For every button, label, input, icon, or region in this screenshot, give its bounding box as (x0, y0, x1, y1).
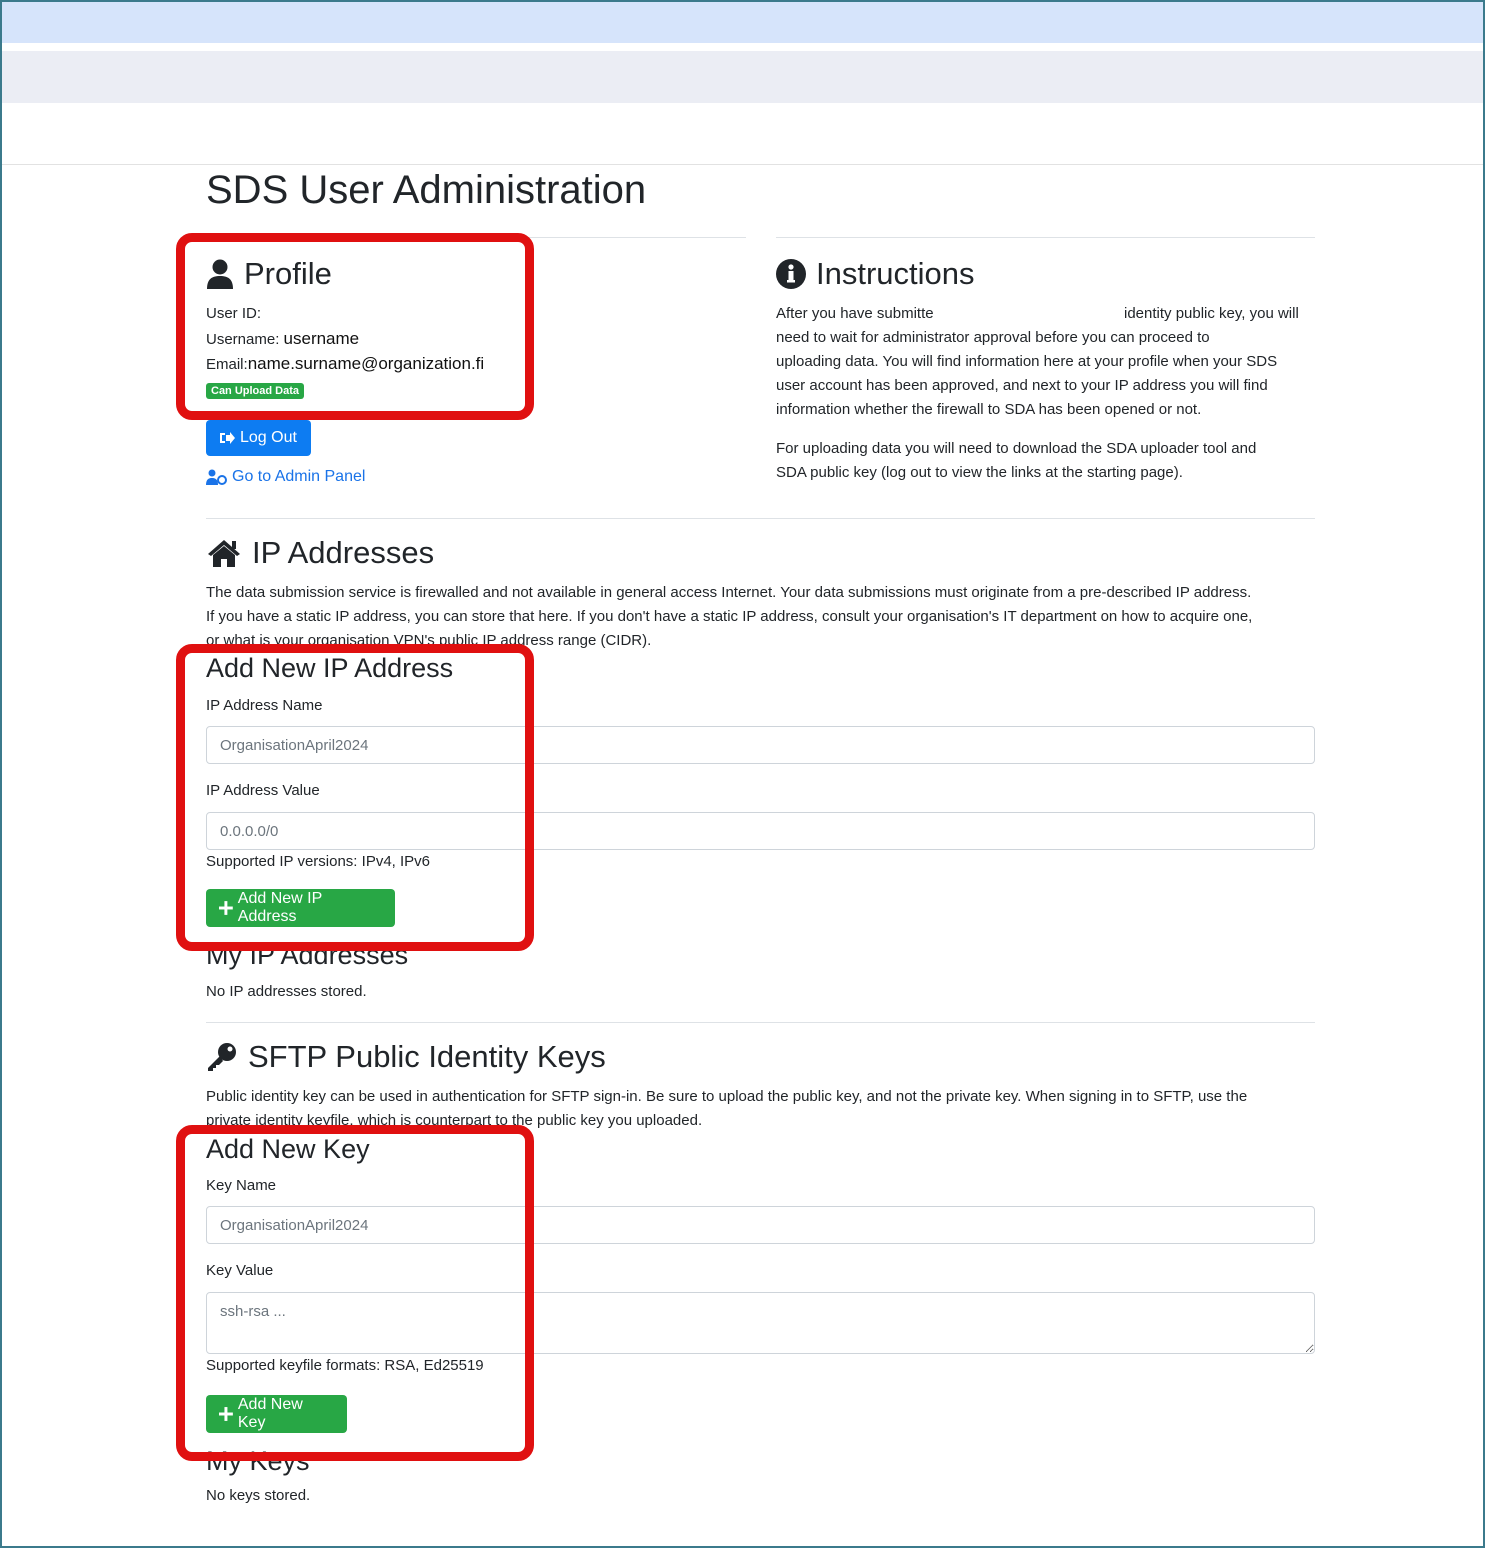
ip-value-label: IP Address Value (206, 782, 320, 799)
ip-heading (206, 535, 434, 571)
ip-value-input[interactable] (206, 812, 1315, 850)
ip-divider (206, 518, 1315, 519)
add-key-button[interactable] (206, 1395, 347, 1433)
email-value: name.surname@organization.fi (247, 354, 485, 373)
username-row (206, 327, 359, 352)
ip-desc-line-1: The data submission service is firewalled and not available in general access Internet. Your data submissions must originate from a pre-described IP address. (206, 584, 1252, 601)
instructions-divider (776, 237, 1315, 238)
user-id-label: User ID: (206, 305, 262, 322)
keys-heading (206, 1039, 606, 1075)
instructions-p2-line-1: For uploading data you will need to download the SDA uploader tool and (776, 440, 1257, 457)
key-value-textarea[interactable] (206, 1292, 1315, 1354)
my-keys-heading: My Keys (206, 1446, 310, 1476)
add-ip-button[interactable] (206, 889, 395, 927)
ip-desc-line-3: or what is your organisation VPN's public IP address range (CIDR). (206, 632, 652, 649)
username-value: username (283, 329, 360, 348)
keys-divider (206, 1022, 1315, 1023)
admin-panel-link-label: Go to Admin Panel (232, 468, 366, 485)
logout-label: Log Out (240, 429, 297, 446)
keys-empty-state: No keys stored. (206, 1487, 311, 1504)
add-key-heading: Add New Key (206, 1134, 370, 1164)
ip-heading-label: IP Addresses (252, 535, 435, 570)
ip-versions-help: Supported IP versions: IPv4, IPv6 (206, 853, 431, 870)
info-circle-icon (776, 259, 806, 289)
keys-heading-label: SFTP Public Identity Keys (248, 1039, 606, 1074)
instructions-line-2: need to wait for administrator approval before you can proceed to (776, 329, 1210, 346)
key-formats-help: Supported keyfile formats: RSA, Ed25519 (206, 1357, 484, 1374)
profile-heading-label: Profile (244, 256, 332, 291)
header-divider (2, 164, 1483, 165)
instructions-heading-label: Instructions (816, 256, 975, 291)
key-value-label: Key Value (206, 1262, 274, 1279)
upload-status-badge: Can Upload Data (206, 383, 304, 399)
profile-heading (206, 256, 332, 292)
key-icon (206, 1042, 238, 1072)
email-label: Email: (206, 356, 248, 373)
email-row (206, 352, 484, 377)
ip-empty-state: No IP addresses stored. (206, 983, 367, 1000)
logout-button[interactable] (206, 420, 311, 456)
plus-icon (219, 1407, 233, 1421)
add-ip-heading: Add New IP Address (206, 653, 454, 683)
key-name-input[interactable] (206, 1206, 1315, 1244)
keys-desc-line-1: Public identity key can be used in authentication for SFTP sign-in. Be sure to upload the public key, and not the private key. When signing in to SFTP, use the (206, 1088, 1248, 1105)
add-ip-button-label: Add New IP Address (237, 890, 322, 925)
page-title: SDS User Administration (206, 168, 647, 212)
instructions-line-1a: After you have submitte (776, 305, 934, 322)
user-id-row (206, 302, 261, 326)
instructions-p2-line-2: SDA public key (log out to view the links at the starting page). (776, 464, 1183, 481)
profile-divider (206, 237, 746, 238)
admin-panel-link[interactable] (206, 468, 365, 486)
ip-name-input[interactable] (206, 726, 1315, 764)
ip-desc-line-2: If you have a static IP address, you can store that here. If you don't have a static IP address, consult your organisation's IT department on how to acquire one, (206, 608, 1253, 625)
sign-out-icon (219, 431, 235, 445)
my-ip-heading: My IP Addresses (206, 940, 409, 970)
username-label: Username: (206, 331, 280, 348)
instructions-line-4: user account has been approved, and next to your IP address you will find (776, 377, 1268, 394)
key-name-label: Key Name (206, 1177, 277, 1194)
users-cog-icon (206, 469, 227, 485)
home-icon (206, 538, 242, 568)
instructions-line-5: information whether the firewall to SDA has been opened or not. (776, 401, 1202, 418)
nav-bar (2, 51, 1483, 103)
instructions-heading (776, 256, 975, 292)
user-icon (206, 259, 234, 289)
top-banner (2, 2, 1483, 43)
instructions-line-3: uploading data. You will find information here at your profile when your SDS (776, 353, 1278, 370)
ip-name-label: IP Address Name (206, 697, 323, 714)
add-key-button-label: Add New Key (237, 1396, 303, 1431)
keys-desc-line-2: private identity keyfile, which is counterpart to the public key you uploaded. (206, 1112, 703, 1129)
instructions-line-1b: identity public key, you will (1124, 305, 1299, 322)
plus-icon (219, 901, 233, 915)
